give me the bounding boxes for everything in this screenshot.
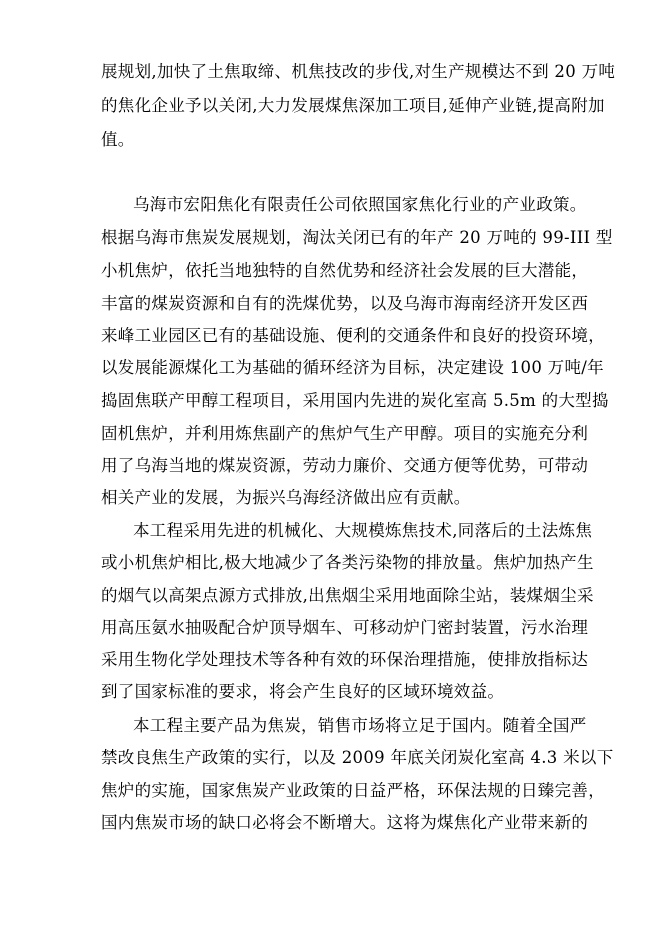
paragraph-4-line-3: 焦炉的实施，国家焦炭产业政策的日益严格，环保法规的日臻完善，	[101, 781, 605, 800]
paragraph-3-line-3: 的烟气以高架点源方式排放,出焦烟尘采用地面除尘站，装煤烟尘采	[101, 586, 594, 605]
paragraph-2-line-9: 用了乌海当地的煤炭资源，劳动力廉价、交通方便等优势，可带动	[101, 456, 589, 475]
paragraph-4-line-1: 本工程主要产品为焦炭，销售市场将立足于国内。随着全国严	[133, 716, 587, 735]
paragraph-2-line-8: 固机焦炉，并利用炼焦副产的焦炉气生产甲醇。项目的实施充分利	[101, 424, 589, 443]
paragraph-3-line-2: 或小机焦炉相比,极大地减少了各类污染物的排放量。焦炉加热产生	[101, 553, 594, 572]
paragraph-2-line-2: 根据乌海市焦炭发展规划，淘汰关闭已有的年产 20 万吨的 99-III 型	[101, 228, 613, 247]
paragraph-3-line-6: 到了国家标准的要求，将会产生良好的区域环境效益。	[101, 682, 505, 701]
paragraph-2-line-1: 乌海市宏阳焦化有限责任公司依照国家焦化行业的产业政策。	[133, 195, 587, 214]
paragraph-2-line-6: 以发展能源煤化工为基础的循环经济为目标，决定建设 100 万吨/年	[101, 358, 604, 377]
paragraph-2-line-5: 来峰工业园区已有的基础设施、便利的交通条件和良好的投资环境，	[101, 326, 605, 345]
paragraph-1-line-2: 的焦化企业予以关闭,大力发展煤焦深加工项目,延伸产业链,提高附加	[101, 96, 605, 115]
paragraph-3-line-5: 采用生物化学处理技术等各种有效的环保治理措施，使排放指标达	[101, 650, 589, 669]
paragraph-3-line-1: 本工程采用先进的机械化、大规模炼焦技术,同落后的土法炼焦	[133, 521, 593, 540]
paragraph-2-line-4: 丰富的煤炭资源和自有的洗煤优势，以及乌海市海南经济开发区西	[101, 294, 589, 313]
paragraph-4-line-2: 禁改良焦生产政策的实行，以及 2009 年底关闭炭化室高 4.3 米以下	[101, 748, 614, 767]
paragraph-1-line-1: 展规划,加快了土焦取缔、机焦技改的步伐,对生产规模达不到 20 万吨	[101, 62, 616, 81]
paragraph-4-line-4: 国内焦炭市场的缺口必将会不断增大。这将为煤焦化产业带来新的	[101, 813, 589, 832]
paragraph-2-line-3: 小机焦炉，依托当地独特的自然优势和经济社会发展的巨大潜能，	[101, 261, 589, 280]
paragraph-3-line-4: 用高压氨水抽吸配合炉顶导烟车、可移动炉门密封装置，污水治理	[101, 618, 589, 637]
paragraph-2-line-10: 相关产业的发展，为振兴乌海经济做出应有贡献。	[101, 488, 471, 507]
paragraph-1-line-3: 值。	[101, 130, 135, 149]
paragraph-2-line-7: 捣固焦联产甲醇工程项目，采用国内先进的炭化室高 5.5m 的大型捣	[101, 391, 609, 410]
